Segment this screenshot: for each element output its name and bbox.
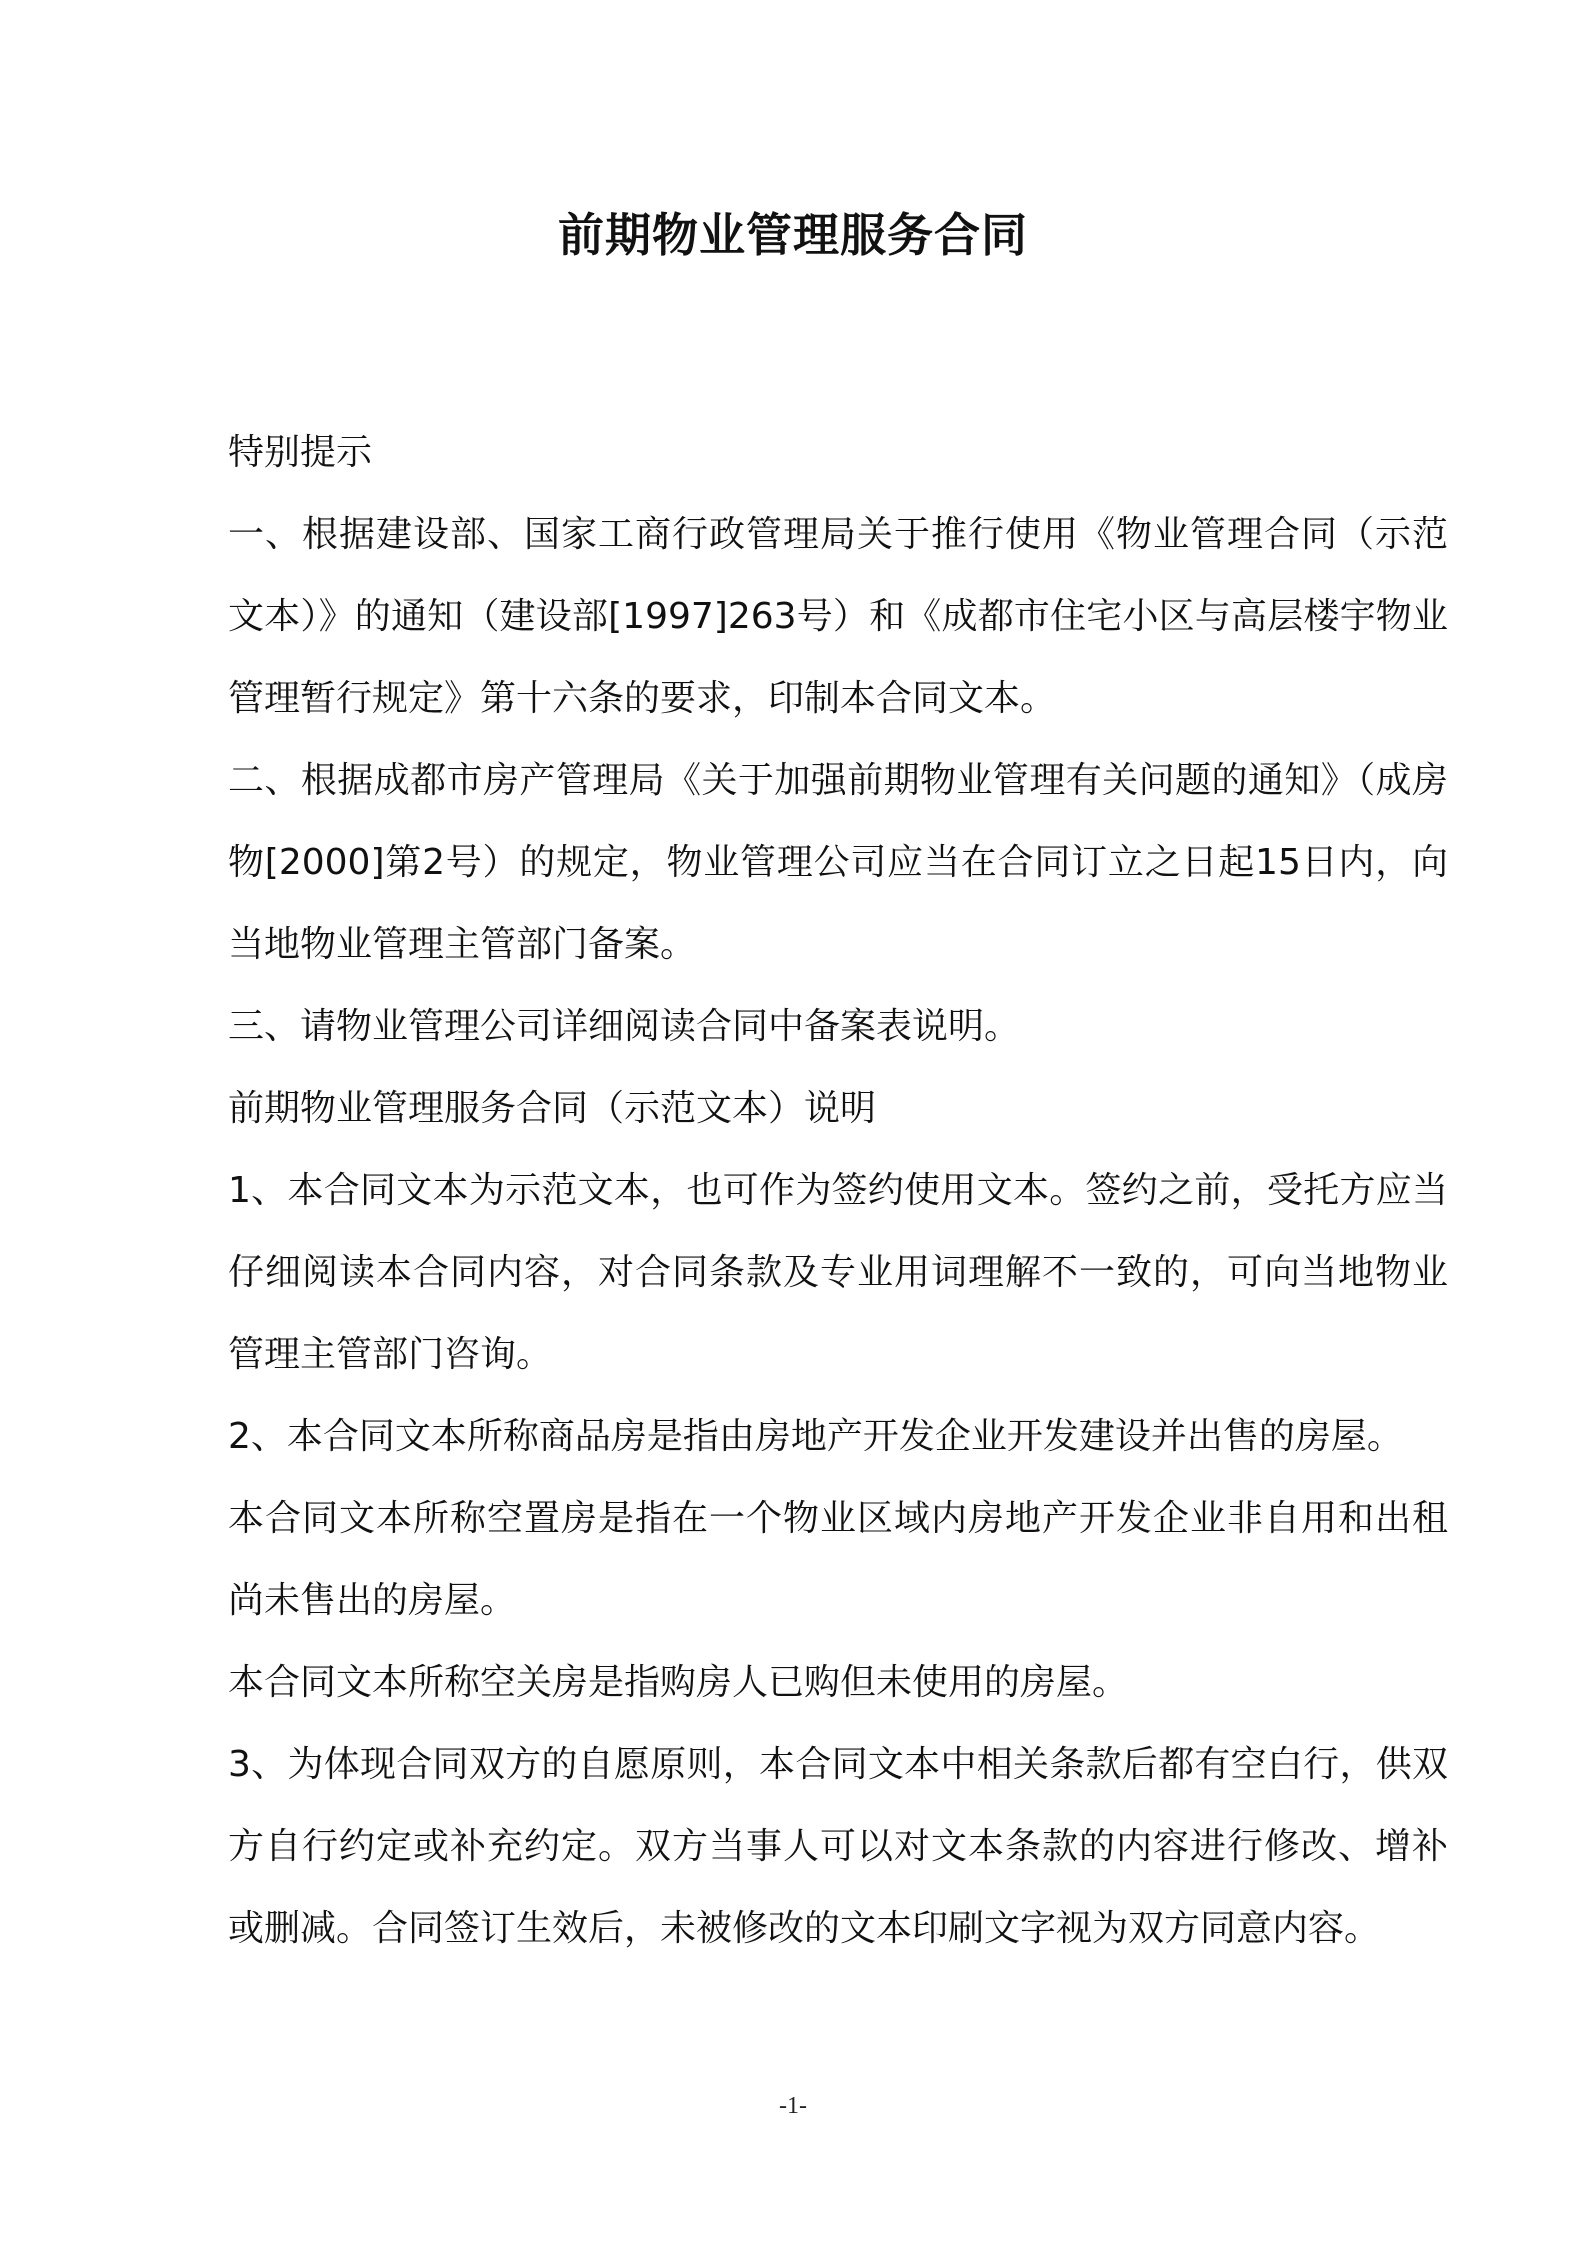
paragraph-notice-3: 三、请物业管理公司详细阅读合同中备案表说明。 <box>228 1006 1021 1047</box>
document-body <box>228 412 1448 1970</box>
paragraph-explanation-2-vacant: 本合同文本所称空置房是指在一个物业区域内房地产开发企业非自用和出租尚未售出的房屋。 <box>228 1498 1448 1621</box>
paragraph-notice-2: 二、根据成都市房产管理局《关于加强前期物业管理有关问题的通知》（成房物[2000]第2号）的规定，物业管理公司应当在合同订立之日起15日内，向当地物业管理主管部门备案。 <box>228 760 1448 965</box>
paragraph-explanation-1: 1、本合同文本为示范文本，也可作为签约使用文本。签约之前，受托方应当仔细阅读本合同内容，对合同条款及专业用词理解不一致的，可向当地物业管理主管部门咨询。 <box>228 1170 1448 1375</box>
paragraph-special-notice-heading: 特别提示 <box>228 432 373 473</box>
page-number: -1- <box>779 2093 807 2119</box>
paragraph-explanation-heading: 前期物业管理服务合同（示范文本）说明 <box>228 1088 877 1129</box>
document-title: 前期物业管理服务合同 <box>558 208 1028 262</box>
paragraph-notice-1: 一、根据建设部、国家工商行政管理局关于推行使用《物业管理合同（示范文本）》的通知（建设部[1997]263号）和《成都市住宅小区与高层楼宇物业管理暂行规定》第十六条的要求，印制本合同文本。 <box>228 514 1448 719</box>
paragraph-explanation-3: 3、为体现合同双方的自愿原则，本合同文本中相关条款后都有空白行，供双方自行约定或补充约定。双方当事人可以对文本条款的内容进行修改、增补或删减。合同签订生效后，未被修改的文本印刷文字视为双方同意内容。 <box>228 1744 1448 1949</box>
paragraph-explanation-2: 2、本合同文本所称商品房是指由房地产开发企业开发建设并出售的房屋。 <box>228 1416 1403 1457</box>
paragraph-explanation-2-unused: 本合同文本所称空关房是指购房人已购但未使用的房屋。 <box>228 1662 1129 1703</box>
